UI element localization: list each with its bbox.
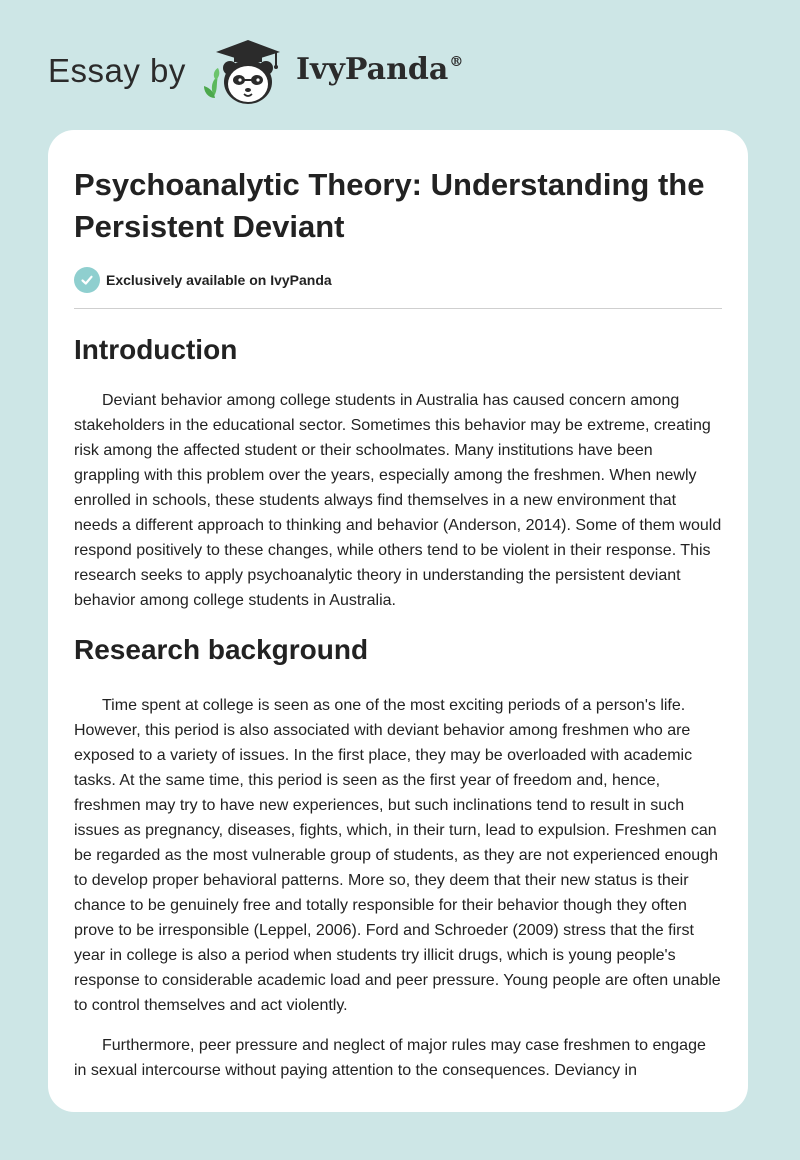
article-title: Psychoanalytic Theory: Understanding the Persistent Deviant (74, 167, 705, 244)
article-body (74, 164, 722, 1083)
exclusive-badge (74, 266, 722, 294)
checkmark-icon (74, 267, 100, 293)
brand-text: IvyPanda (296, 52, 449, 87)
exclusive-badge-label: Exclusively available on IvyPanda (106, 272, 332, 288)
paragraph: Furthermore, peer pressure and neglect of major rules may case freshmen to engage in sexual intercourse without paying attention to the consequences. Deviancy in (74, 1037, 706, 1079)
registered-mark: ® (449, 54, 464, 70)
site-header (0, 0, 800, 120)
article-card (48, 130, 748, 1112)
paragraph: Deviant behavior among college students in Australia has caused concern among stakeholders in the educational sector. Sometimes this behavior may be extreme, creating risk among the affected student or their schoolmates. Many institutions have been grappling with this problem over the years, especially among the freshmen. When newly enrolled in schools, these students always find themselves in a new environment that needs a different approach to thinking and behavior (Anderson, 2014). Some of them would respond positively to these changes, while others tend to be violent in their response. This research seeks to apply psychoanalytic theory in understanding the persistent deviant behavior among college students in Australia. (74, 392, 722, 609)
divider (74, 308, 722, 309)
section-heading-research-background: Research background (74, 634, 369, 665)
brand-name[interactable] (296, 52, 463, 87)
section-heading-introduction: Introduction (74, 334, 238, 365)
essay-by-label: Essay by (48, 52, 186, 89)
paragraph: Time spent at college is seen as one of the most exciting periods of a person's life. However, this period is also associated with deviant behavior among freshmen who are exposed to a variety of issues. In the first place, they may be overloaded with academic tasks. At the same time, this period is seen as the first year of freedom and, hence, freshmen may try to have new experiences, but such inclinations tend to result in such issues as pregnancy, diseases, fights, which, in their turn, lead to expulsion. Freshmen can be regarded as the most vulnerable group of students, as they are not experienced enough to develop proper behavioral patterns. More so, they deem that their new status is their chance to be genuinely free and totally responsible for their behavior though they often prove to be irresponsible (Leppel, 2006). Ford and Schroeder (2009) stress that the first year in college is also a period when students try illicit drugs, which is young people's response to considerable academic load and peer pressure. Young people are often unable to control themselves and act violently. (74, 697, 721, 1014)
panda-logo-icon[interactable] (200, 36, 292, 110)
